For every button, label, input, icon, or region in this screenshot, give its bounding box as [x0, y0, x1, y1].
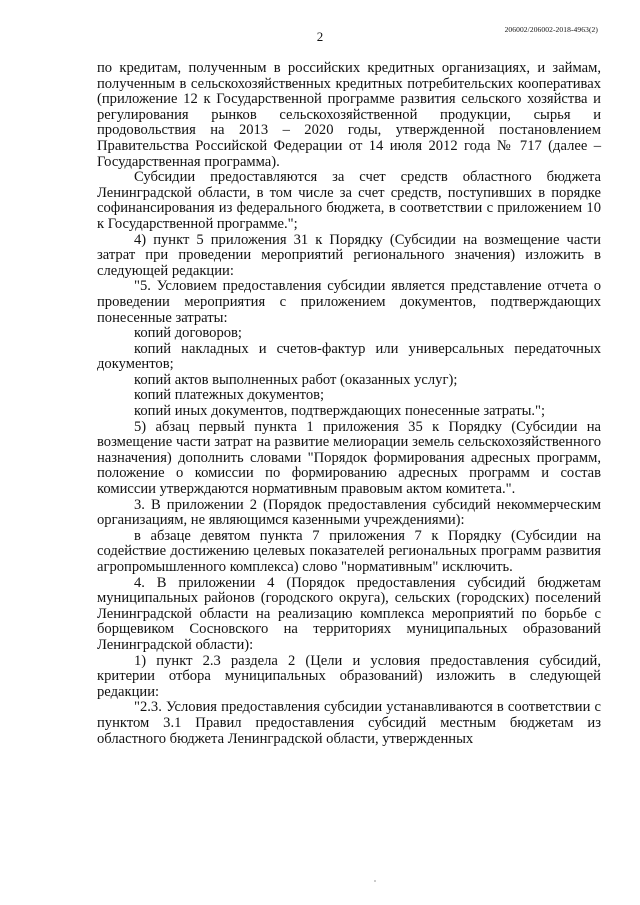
- paragraph: "2.3. Условия предоставления субсидии устанавливаются в соответствии с пунктом 3.1 Правил предоставления субсидий местным бюджетам из областного бюджета Ленинградской области, утвержденных: [97, 699, 601, 747]
- list-item: копий актов выполненных работ (оказанных услуг);: [134, 371, 458, 388]
- paragraph: в абзаце девятом пункта 7 приложения 7 к Порядку (Субсидии на содействие достижению целевых показателей региональных программ развития агропромышленного комплекса) слово "нормативным" исключить.: [97, 527, 601, 575]
- paragraph: по кредитам, полученным в российских кредитных организациях, и займам, полученным в сельскохозяйственных кредитных потребительских кооперативах (приложение 12 к Государственной программе развития сельского хозяйства и регулирования рынков сельскохозяйственной продукции, сырья и продовольствия на 2013 – 2020 годы, утвержденной постановлением Правительства Российской Федерации от 14 июля 2012 года № 717 (далее – Государственная программа).: [97, 60, 601, 170]
- paragraph: 5) абзац первый пункта 1 приложения 35 к Порядку (Субсидии на возмещение части затрат на развитие мелиорации земель сельскохозяйственного назначения) дополнить словами "Порядок формирования адресных программ, положение о комиссии по формированию адресных программ и состав комиссии утверждаются нормативным правовым актом комитета.".: [97, 418, 601, 498]
- paragraph: "5. Условием предоставления субсидии является представление отчета о проведении мероприятия с приложением документов, подтверждающих понесенные затраты:: [97, 278, 601, 326]
- paragraph: Субсидии предоставляются за счет средств областного бюджета Ленинградской области, в том числе за счет средств, поступивших в порядке софинансирования из федерального бюджета, в соответствии с приложением 10 к Государственной программе.";: [97, 169, 601, 232]
- scan-speck: [374, 880, 376, 882]
- paragraph: 3. В приложении 2 (Порядок предоставления субсидий некоммерческим организациям, не являющимся казенными учреждениями):: [97, 496, 601, 529]
- list-item: копий иных документов, подтверждающих понесенные затраты.";: [134, 403, 546, 420]
- document-id: 206002/206002-2018-4963(2): [504, 25, 598, 34]
- document-body: [97, 61, 601, 747]
- paragraph: 1) пункт 2.3 раздела 2 (Цели и условия предоставления субсидий, критерии отбора муниципальных образований) изложить в следующей редакции:: [97, 652, 601, 700]
- paragraph: 4. В приложении 4 (Порядок предоставления субсидий бюджетам муниципальных районов (городского округа), сельских (городских) поселений Ленинградской области на реализацию комплекса мероприятий по борьбе с борщевиком Сосновского на территориях муниципальных образований Ленинградской области):: [97, 574, 601, 653]
- list-item: копий накладных и счетов-фактур или универсальных передаточных документов;: [97, 340, 601, 373]
- page-number: 2: [316, 29, 324, 44]
- list-item: копий платежных документов;: [134, 387, 325, 404]
- paragraph: 4) пункт 5 приложения 31 к Порядку (Субсидии на возмещение части затрат при проведении мероприятий регионального значения) изложить в следующей редакции:: [97, 231, 601, 279]
- list-item: копий договоров;: [134, 325, 242, 342]
